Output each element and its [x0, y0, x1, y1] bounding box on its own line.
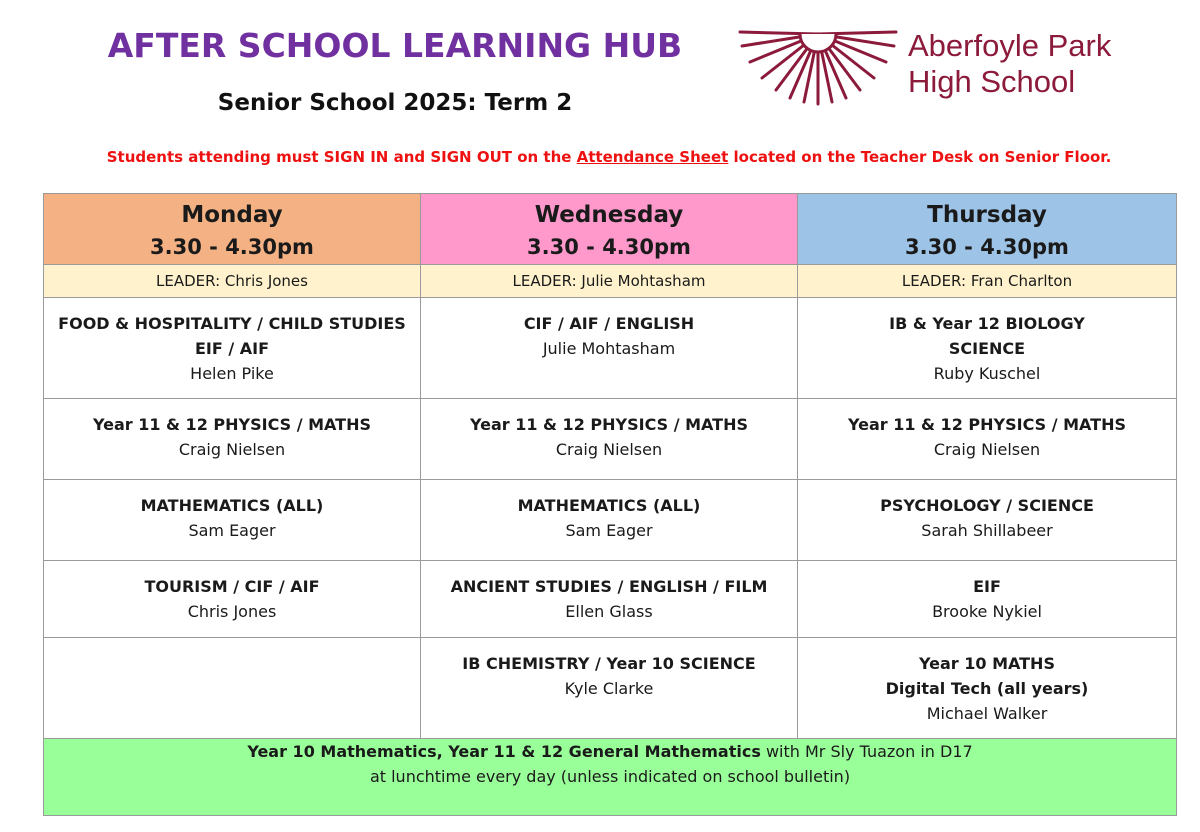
session-cell: [421, 480, 798, 561]
footer-line-2: at lunchtime every day (unless indicated on school bulletin): [369, 767, 851, 786]
session-teacher: Kyle Clarke: [564, 679, 654, 698]
session-subject: Digital Tech (all years): [885, 679, 1089, 698]
session-cell: [421, 638, 798, 739]
session-subject: Year 11 & 12 PHYSICS / MATHS: [469, 415, 749, 434]
session-subject: MATHEMATICS (ALL): [140, 496, 324, 515]
day-time: 3.30 - 4.30pm: [150, 235, 314, 259]
attendance-notice: [44, 148, 1174, 166]
session-subject: ANCIENT STUDIES / ENGLISH / FILM: [450, 577, 768, 596]
session-cell: [44, 399, 421, 480]
day-name: Monday: [181, 202, 283, 228]
session-subject: MATHEMATICS (ALL): [517, 496, 701, 515]
session-row: [44, 298, 1177, 399]
session-cell: [44, 480, 421, 561]
session-teacher: Helen Pike: [190, 364, 274, 383]
session-cell: [798, 399, 1177, 480]
schedule-table: [43, 193, 1177, 816]
session-row: [44, 638, 1177, 739]
leader-thursday: LEADER: Fran Charlton: [798, 265, 1177, 298]
footer-bold-text: Year 10 Mathematics, Year 11 & 12 General Mathematics: [247, 742, 761, 761]
page-title: AFTER SCHOOL LEARNING HUB: [107, 26, 683, 65]
session-cell: [421, 399, 798, 480]
session-cell: [44, 561, 421, 638]
session-subject: EIF: [973, 577, 1001, 596]
session-row: [44, 561, 1177, 638]
session-teacher: Sam Eager: [188, 521, 276, 540]
session-teacher: Sarah Shillabeer: [921, 521, 1053, 540]
session-teacher: Craig Nielsen: [555, 440, 663, 459]
session-subject: SCIENCE: [948, 339, 1026, 358]
session-teacher: Michael Walker: [926, 704, 1048, 723]
session-cell: [421, 298, 798, 399]
logo-school-name-line1: Aberfoyle Park: [908, 28, 1112, 63]
footer-row: [44, 739, 1177, 816]
session-teacher: Sam Eager: [565, 521, 653, 540]
session-teacher: Brooke Nykiel: [932, 602, 1042, 621]
session-teacher: Craig Nielsen: [933, 440, 1041, 459]
session-subject: TOURISM / CIF / AIF: [144, 577, 320, 596]
session-cell: [798, 480, 1177, 561]
leader-row: [44, 265, 1177, 298]
session-subject: Year 11 & 12 PHYSICS / MATHS: [847, 415, 1127, 434]
lunchtime-maths-notice: [44, 739, 1177, 816]
session-subject: CIF / AIF / ENGLISH: [523, 314, 695, 333]
day-time: 3.30 - 4.30pm: [905, 235, 1069, 259]
session-teacher: Ruby Kuschel: [933, 364, 1041, 383]
leader-monday: LEADER: Chris Jones: [44, 265, 421, 298]
day-header-wednesday: [421, 194, 798, 265]
sunburst-logo-icon: [738, 26, 898, 106]
school-logo: [738, 26, 1178, 106]
day-name: Wednesday: [534, 202, 684, 228]
day-header-thursday: [798, 194, 1177, 265]
session-cell: [421, 561, 798, 638]
notice-text-before: Students attending must SIGN IN and SIGN OUT on the: [106, 148, 577, 166]
footer-line-1: [44, 739, 1176, 764]
session-teacher: Ellen Glass: [565, 602, 653, 621]
session-cell: [798, 638, 1177, 739]
day-header-monday: [44, 194, 421, 265]
session-row: [44, 480, 1177, 561]
attendance-sheet-link: Attendance Sheet: [576, 148, 729, 166]
leader-wednesday: LEADER: Julie Mohtasham: [421, 265, 798, 298]
footer-rest-text: with Mr Sly Tuazon in D17: [760, 742, 973, 761]
session-cell-empty: [44, 638, 421, 739]
session-subject: Year 11 & 12 PHYSICS / MATHS: [92, 415, 372, 434]
session-cell: [798, 561, 1177, 638]
session-subject: Year 10 MATHS: [919, 654, 1055, 673]
session-teacher: Julie Mohtasham: [542, 339, 676, 358]
session-cell: [798, 298, 1177, 399]
session-subject: IB & Year 12 BIOLOGY: [889, 314, 1085, 333]
session-subject: EIF / AIF: [194, 339, 270, 358]
session-row: [44, 399, 1177, 480]
session-teacher: Craig Nielsen: [178, 440, 286, 459]
day-time: 3.30 - 4.30pm: [527, 235, 691, 259]
logo-school-name-line2: High School: [908, 64, 1076, 99]
session-subject: PSYCHOLOGY / SCIENCE: [880, 496, 1094, 515]
page-subtitle: Senior School 2025: Term 2: [217, 90, 573, 116]
day-name: Thursday: [927, 202, 1047, 228]
session-subject: IB CHEMISTRY / Year 10 SCIENCE: [462, 654, 756, 673]
day-header-row: [44, 194, 1177, 265]
session-teacher: Chris Jones: [187, 602, 277, 621]
session-subject: FOOD & HOSPITALITY / CHILD STUDIES: [58, 314, 406, 333]
notice-text-after: located on the Teacher Desk on Senior Floor.: [728, 148, 1112, 166]
session-cell: [44, 298, 421, 399]
